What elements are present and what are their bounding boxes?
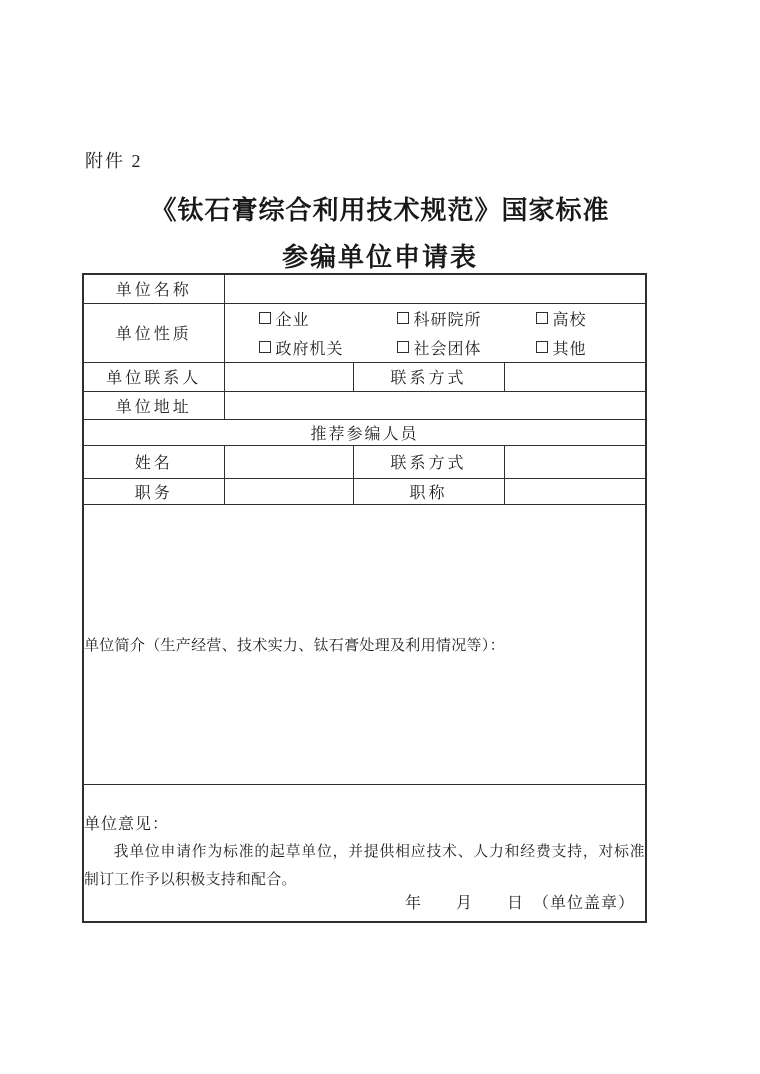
row-unit-name bbox=[83, 274, 646, 303]
person-contact-method-label: 联系方式 bbox=[353, 445, 504, 478]
row-unit-nature bbox=[83, 303, 646, 362]
opinion-date-line: 年 月 日 （单位盖章） bbox=[404, 895, 635, 912]
person-name-label: 姓名 bbox=[83, 445, 224, 478]
person-title-label: 职称 bbox=[353, 478, 504, 504]
person-contact-method-input-cell[interactable] bbox=[504, 445, 646, 478]
unit-address-input-cell[interactable] bbox=[224, 391, 646, 419]
checkbox-other[interactable] bbox=[536, 333, 646, 362]
unit-opinion-label: 单位意见： bbox=[84, 815, 170, 833]
checkbox-label: 社会团体 bbox=[413, 340, 482, 358]
form-subtitle: 参编单位申请表 bbox=[281, 242, 478, 272]
row-unit-contact bbox=[83, 362, 646, 391]
unit-nature-options-cell bbox=[224, 303, 646, 362]
checkbox-square-icon bbox=[536, 341, 548, 353]
unit-intro-cell[interactable] bbox=[83, 504, 646, 784]
checkbox-square-icon bbox=[397, 312, 409, 324]
person-position-label: 职务 bbox=[83, 478, 224, 504]
unit-name-input-cell[interactable] bbox=[224, 274, 646, 303]
checkbox-square-icon bbox=[259, 312, 271, 324]
attachment-label: 附件 2 bbox=[85, 151, 143, 171]
checkbox-label: 其他 bbox=[552, 340, 587, 358]
unit-opinion-statement: 我单位申请作为标准的起草单位，并提供相应技术、人力和经费支持，对标准制订工作予以积极支持和配合。 bbox=[84, 843, 645, 888]
unit-contact-input-cell[interactable] bbox=[224, 362, 353, 391]
unit-address-label: 单位地址 bbox=[83, 391, 224, 419]
person-name-input-cell[interactable] bbox=[224, 445, 353, 478]
row-unit-opinion bbox=[83, 784, 646, 922]
person-position-input-cell[interactable] bbox=[224, 478, 353, 504]
unit-contact-label: 单位联系人 bbox=[83, 362, 224, 391]
application-table bbox=[82, 273, 647, 923]
unit-intro-label: 单位简介（生产经营、技术实力、钛石膏处理及利用情况等）： bbox=[84, 637, 505, 654]
unit-nature-label: 单位性质 bbox=[83, 303, 224, 362]
checkbox-government[interactable] bbox=[259, 333, 397, 362]
checkbox-label: 科研院所 bbox=[413, 311, 482, 329]
person-title-input-cell[interactable] bbox=[504, 478, 646, 504]
checkbox-label: 政府机关 bbox=[275, 340, 344, 358]
unit-opinion-cell[interactable] bbox=[83, 784, 646, 922]
checkbox-square-icon bbox=[536, 312, 548, 324]
checkbox-square-icon bbox=[259, 341, 271, 353]
row-recommended-header bbox=[83, 419, 646, 445]
row-person-name bbox=[83, 445, 646, 478]
checkbox-university[interactable] bbox=[536, 304, 646, 333]
checkbox-label: 高校 bbox=[552, 311, 587, 329]
row-unit-address bbox=[83, 391, 646, 419]
unit-name-label: 单位名称 bbox=[83, 274, 224, 303]
checkbox-social-organization[interactable] bbox=[397, 333, 536, 362]
unit-contact-method-label: 联系方式 bbox=[353, 362, 504, 391]
nature-options-grid bbox=[225, 304, 646, 362]
row-unit-intro bbox=[83, 504, 646, 784]
unit-contact-method-input-cell[interactable] bbox=[504, 362, 646, 391]
form-title: 《钛石膏综合利用技术规范》国家标准 bbox=[150, 195, 610, 225]
recommended-personnel-header: 推荐参编人员 bbox=[83, 419, 646, 445]
checkbox-research-institute[interactable] bbox=[397, 304, 536, 333]
checkbox-enterprise[interactable] bbox=[259, 304, 397, 333]
row-person-position bbox=[83, 478, 646, 504]
checkbox-square-icon bbox=[397, 341, 409, 353]
checkbox-label: 企业 bbox=[275, 311, 310, 329]
